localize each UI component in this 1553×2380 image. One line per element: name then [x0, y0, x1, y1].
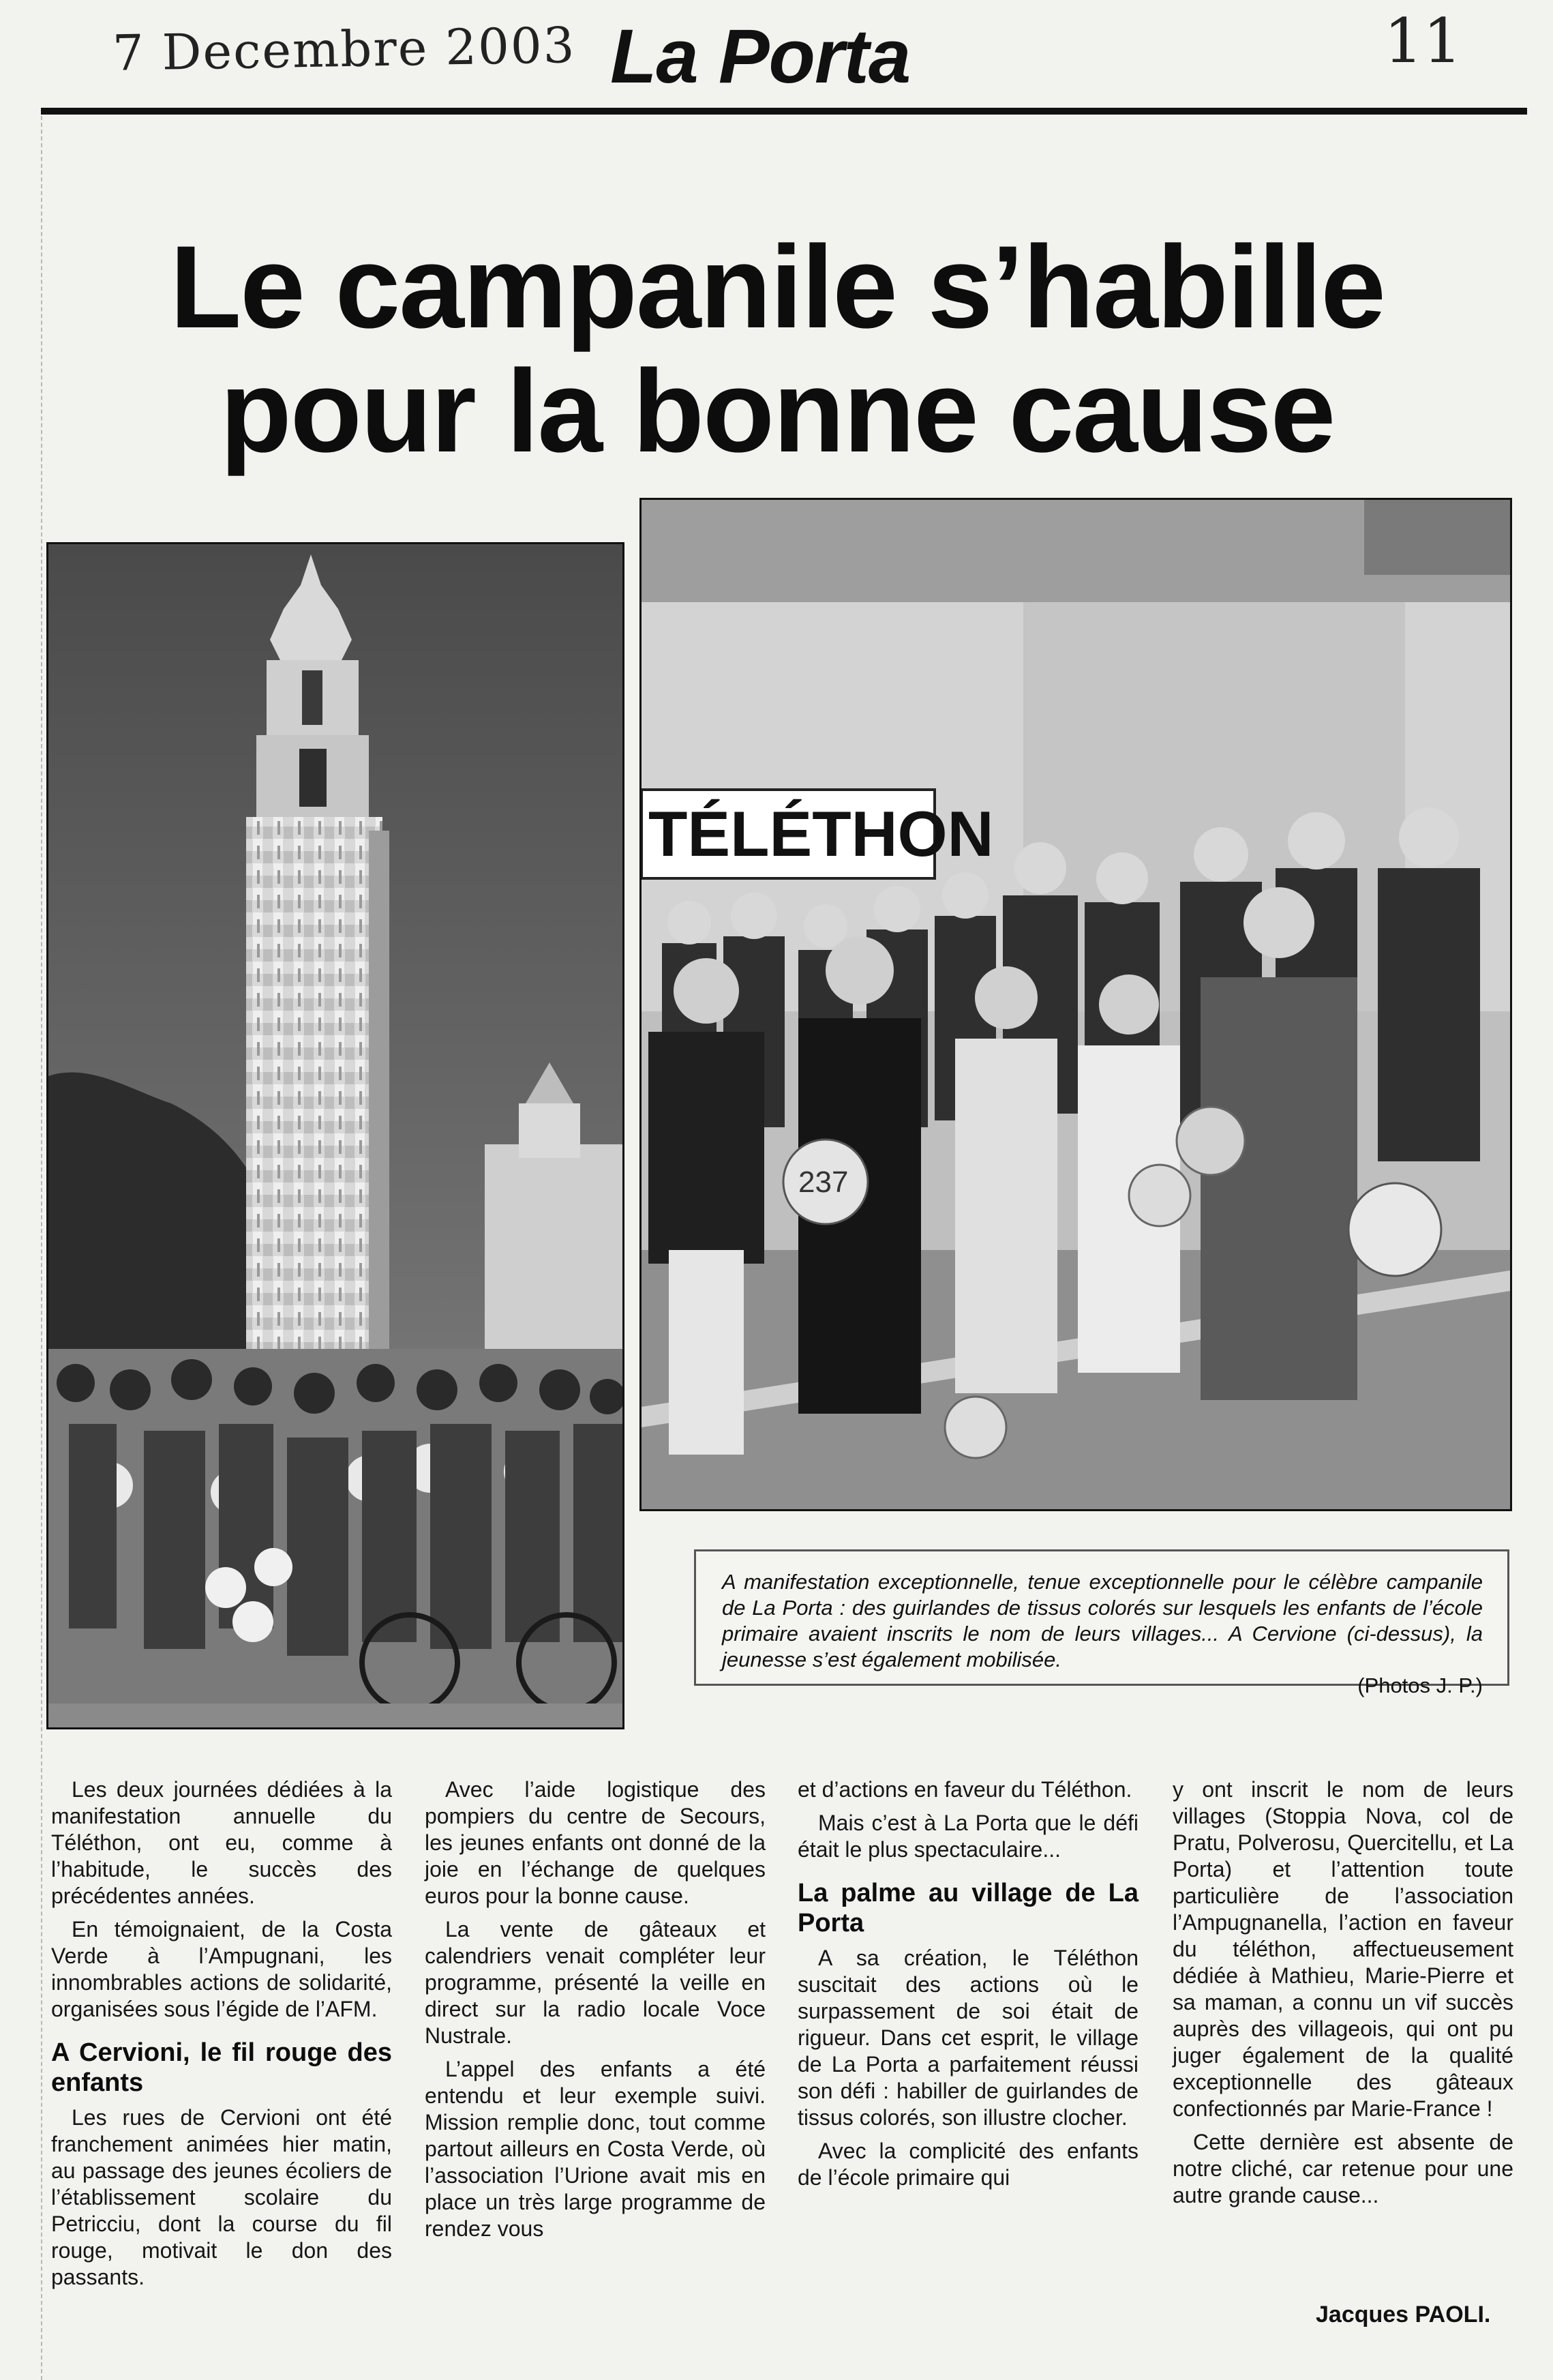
paragraph: En témoignaient, de la Costa Verde à l’Ampugnani, les innombrables actions de solidarité, organisées sous l’égide de l’AFM.	[51, 1917, 392, 2021]
newspaper-section-title: La Porta	[610, 14, 911, 99]
header-rule	[41, 108, 1527, 115]
balloon-number: 237	[798, 1165, 849, 1199]
handwritten-page-number: 11	[1384, 5, 1462, 77]
subheading-la-porta: La palme au village de La Porta	[798, 1879, 1139, 1937]
photo-credit: (Photos J. P.)	[1357, 1674, 1483, 1697]
caption-text: A manifestation exceptionnelle, tenue exceptionnelle pour le célèbre campanile de La Porta : des guirlandes de tissus colorés sur lesquels les enfants de l’école primaire avaient inscrits le nom de leurs villages... A Cervione (ci-dessus), la jeunesse s’est également mobilisée.	[722, 1570, 1483, 1671]
article-column-2	[425, 1776, 766, 2249]
paragraph: Avec l’aide logistique des pompiers du centre de Secours, les jeunes enfants ont donné de la joie en l’échange de quelques euros pour la bonne cause.	[425, 1777, 766, 1908]
telethon-banner-text: TÉLÉTHON	[648, 798, 994, 869]
article-column-3	[798, 1776, 1139, 2198]
headline-line-1: Le campanile s’habille	[170, 222, 1385, 353]
handwritten-date: 7 Decembre 2003	[112, 16, 577, 82]
paragraph: Les deux journées dédiées à la manifestation annuelle du Téléthon, ont eu, comme à l’habitude, le succès des précédentes années.	[51, 1777, 392, 1908]
page-edge	[0, 116, 42, 2380]
paragraph: La vente de gâteaux et calendriers venait compléter leur programme, présenté la veille en direct sur la radio locale Voce Nustrale.	[425, 1917, 766, 2048]
article-column-1	[51, 1776, 392, 2297]
photo-campanile	[46, 542, 624, 1729]
paragraph: Avec la complicité des enfants de l’école primaire qui	[798, 2139, 1139, 2190]
paragraph: Les rues de Cervioni ont été franchement animées hier matin, au passage des jeunes écoliers de l’établissement scolaire du Petricciu, dont la course du fil rouge, motivait le don des passants.	[51, 2105, 392, 2289]
telethon-photo-image	[642, 500, 1510, 1509]
headline	[102, 222, 1452, 477]
photo-caption	[694, 1549, 1509, 1697]
paragraph: et d’actions en faveur du Téléthon.	[798, 1777, 1132, 1802]
headline-line-2: pour la bonne cause	[220, 346, 1335, 477]
paragraph: L’appel des enfants a été entendu et leur exemple suivi. Mission remplie donc, tout comme partout ailleurs en Costa Verde, où l’association l’Urione avait mis en place un très large programme de rendez vous	[425, 2057, 766, 2241]
author-signature: Jacques PAOLI.	[1316, 2302, 1491, 2327]
subheading-cervioni: A Cervioni, le fil rouge des enfants	[51, 2038, 392, 2097]
paragraph: A sa création, le Téléthon suscitait des actions où le surpassement de soi était de rigueur. Dans cet esprit, le village de La Porta a parfaitement réussi son défi : habiller de guirlandes de tissus colorés, son illustre clocher.	[798, 1946, 1139, 2130]
paragraph: Mais c’est à La Porta que le défi était le plus spectaculaire...	[798, 1811, 1139, 1862]
paragraph: Cette dernière est absente de notre cliché, car retenue pour une autre grande cause...	[1173, 2130, 1513, 2207]
campanile-photo-image	[48, 544, 622, 1727]
paragraph: y ont inscrit le nom de leurs villages (Stoppia Nova, col de Pratu, Polverosu, Quercitellu, et La Porta) et l’attention toute particulière de l’association l’Ampugnanella, l’action en faveur du téléthon, affectueusement dédiée à Mathieu, Marie-Pierre et sa maman, a connu un vif succès auprès des villageois, qui ont pu juger également de la qualité exceptionnelle des gâteaux confectionnés par Marie-France !	[1173, 1777, 1513, 2121]
photo-telethon-group	[639, 498, 1512, 1511]
article-column-4	[1173, 1776, 1513, 2216]
